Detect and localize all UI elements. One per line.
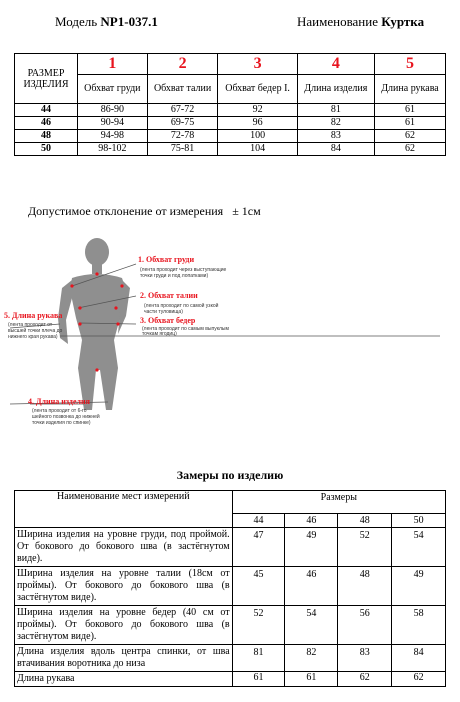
size-header-cell: 50 xyxy=(392,514,446,528)
tolerance-note xyxy=(28,204,261,219)
value-cell: 100 xyxy=(218,130,297,143)
value-cell: 62 xyxy=(374,130,445,143)
diagram-label-note: высшей точки плеча до xyxy=(8,328,63,334)
model-label: Модель xyxy=(55,14,101,29)
size-cell: 46 xyxy=(15,117,78,130)
table-row xyxy=(15,672,446,687)
product-name-heading xyxy=(297,14,424,30)
value-cell: 86-90 xyxy=(78,104,148,117)
diagram-label-note: (лента проходит от 6-го xyxy=(32,408,87,414)
size-cell: 48 xyxy=(15,130,78,143)
diagram-label-title: 2. Обхват талии xyxy=(140,291,198,300)
value-cell: 81 xyxy=(297,104,374,117)
column-number: 2 xyxy=(147,54,218,75)
garment-measurements-table xyxy=(14,490,446,687)
value-cell: 69-75 xyxy=(147,117,218,130)
value-cell: 72-78 xyxy=(147,130,218,143)
table-row xyxy=(15,104,446,117)
measurement-description: Ширина изделия на уровне груди, под проймой. От бокового до бокового шва (в застёгнутом виде). xyxy=(15,528,233,567)
value-cell: 75-81 xyxy=(147,143,218,156)
model-value: NP1-037.1 xyxy=(100,14,158,29)
size-header-cell: 44 xyxy=(232,514,285,528)
table-row xyxy=(15,130,446,143)
value-cell: 52 xyxy=(338,528,392,567)
column-number: 5 xyxy=(374,54,445,75)
value-cell: 49 xyxy=(285,528,338,567)
column-number: 1 xyxy=(78,54,148,75)
diagram-label-note: нижнего края рукава) xyxy=(8,334,58,340)
product-name-label: Наименование xyxy=(297,14,382,29)
value-cell: 104 xyxy=(218,143,297,156)
value-cell: 61 xyxy=(232,672,285,687)
measurement-description: Длина рукава xyxy=(15,672,233,687)
size-corner-label: РАЗМЕР ИЗДЕЛИЯ xyxy=(15,54,78,104)
column-header: Обхват талии xyxy=(147,75,218,104)
measurement-description: Длина изделия вдоль центра спинки, от шва втачивания воротника до низа xyxy=(15,645,233,672)
value-cell: 94-98 xyxy=(78,130,148,143)
column-number: 3 xyxy=(218,54,297,75)
value-cell: 67-72 xyxy=(147,104,218,117)
value-cell: 61 xyxy=(374,104,445,117)
size-cell: 50 xyxy=(15,143,78,156)
value-cell: 62 xyxy=(338,672,392,687)
size-chart-table xyxy=(14,53,446,156)
body-silhouette-diagram xyxy=(0,228,460,428)
value-cell: 56 xyxy=(338,606,392,645)
value-cell: 52 xyxy=(232,606,285,645)
diagram-label-title: 4. Длина изделия xyxy=(28,397,90,406)
value-cell: 83 xyxy=(338,645,392,672)
value-cell: 83 xyxy=(297,130,374,143)
sizes-header: Размеры xyxy=(232,491,445,514)
value-cell: 61 xyxy=(374,117,445,130)
size-header-cell: 48 xyxy=(338,514,392,528)
table-row xyxy=(15,645,446,672)
column-header: Длина изделия xyxy=(297,75,374,104)
tolerance-text: Допустимое отклонение от измерения xyxy=(28,204,227,218)
product-name-value: Куртка xyxy=(381,14,425,29)
diagram-label-note: (лента проходит от xyxy=(8,322,53,328)
table-row xyxy=(15,567,446,606)
value-cell: 82 xyxy=(285,645,338,672)
diagram-label-note: части туловища) xyxy=(144,309,183,315)
diagram-label-note: точкам ягодиц) xyxy=(142,331,177,337)
value-cell: 62 xyxy=(392,672,446,687)
diagram-label-title: 3. Обхват бедер xyxy=(140,316,196,325)
value-cell: 47 xyxy=(232,528,285,567)
diagram-label-title: 5. Длина рукава xyxy=(4,311,63,320)
value-cell: 62 xyxy=(374,143,445,156)
column-header: Обхват груди xyxy=(78,75,148,104)
diagram-label-note: точки изделия по спинке) xyxy=(32,420,91,426)
measurement-description: Ширина изделия на уровне талии (18см от проймы). От бокового до бокового шва (в застёгнутом виде). xyxy=(15,567,233,606)
size-header-cell: 46 xyxy=(285,514,338,528)
table-row xyxy=(15,528,446,567)
diagram-label-note: (лента проходит по самой узкой xyxy=(144,303,219,309)
value-cell: 96 xyxy=(218,117,297,130)
diagram-label-note: точки груди и под лопатками) xyxy=(140,273,209,279)
diagram-label-note: шейного позвонка до нижней xyxy=(32,414,100,420)
value-cell: 98-102 xyxy=(78,143,148,156)
diagram-label-note: (лента проходит по самым выпуклым xyxy=(142,326,229,332)
column-header: Обхват бедер I. xyxy=(218,75,297,104)
value-cell: 61 xyxy=(285,672,338,687)
value-cell: 90-94 xyxy=(78,117,148,130)
model-heading xyxy=(55,14,158,30)
table-row xyxy=(15,117,446,130)
table-row xyxy=(15,606,446,645)
value-cell: 46 xyxy=(285,567,338,606)
value-cell: 54 xyxy=(392,528,446,567)
column-header: Длина рукава xyxy=(374,75,445,104)
value-cell: 58 xyxy=(392,606,446,645)
name-header: Наименование мест измерений xyxy=(15,491,233,528)
measurement-diagram xyxy=(0,228,460,428)
tolerance-value: ± 1см xyxy=(232,204,261,218)
measurements-title: Замеры по изделию xyxy=(176,468,284,482)
value-cell: 54 xyxy=(285,606,338,645)
value-cell: 48 xyxy=(338,567,392,606)
value-cell: 49 xyxy=(392,567,446,606)
value-cell: 84 xyxy=(297,143,374,156)
value-cell: 82 xyxy=(297,117,374,130)
size-cell: 44 xyxy=(15,104,78,117)
table-row xyxy=(15,143,446,156)
value-cell: 92 xyxy=(218,104,297,117)
value-cell: 84 xyxy=(392,645,446,672)
value-cell: 81 xyxy=(232,645,285,672)
column-number: 4 xyxy=(297,54,374,75)
diagram-label-title: 1. Обхват груди xyxy=(138,255,195,264)
diagram-label-note: (лента проходит через выступающие xyxy=(140,267,227,273)
measurement-description: Ширина изделия на уровне бедер (40 см от проймы). От бокового до бокового шва (в застёгнутом виде). xyxy=(15,606,233,645)
value-cell: 45 xyxy=(232,567,285,606)
